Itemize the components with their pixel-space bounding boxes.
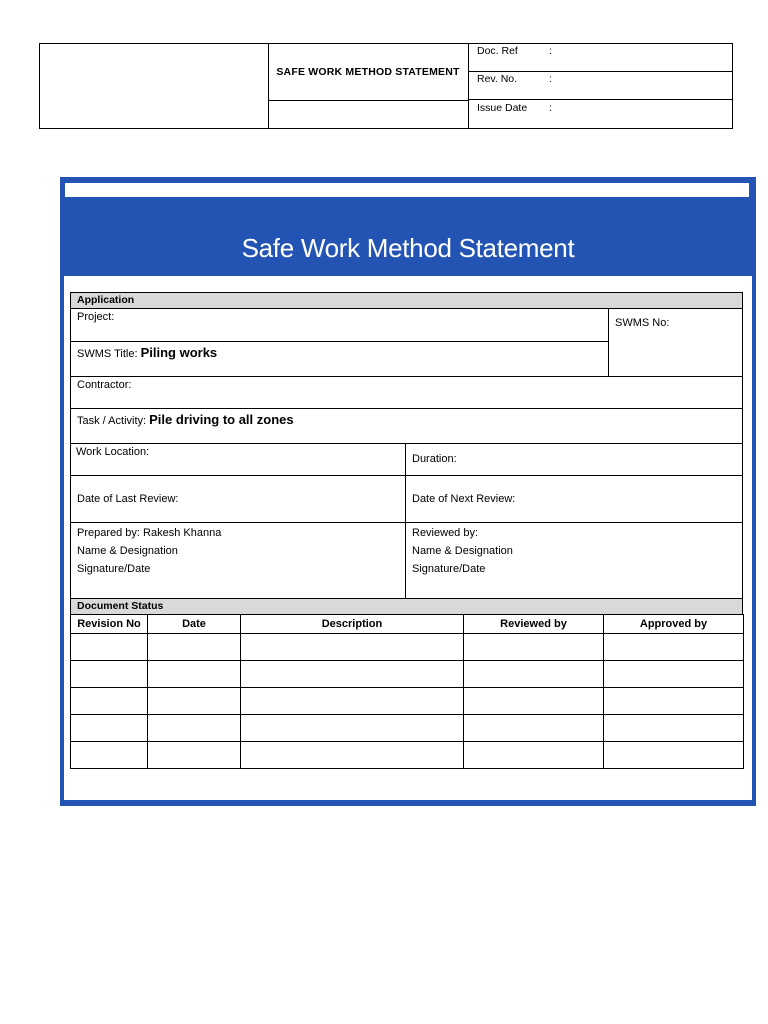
table-cell	[241, 661, 464, 688]
table-cell	[148, 715, 241, 742]
rev-no-row	[469, 72, 733, 100]
col-description: Description	[241, 615, 464, 634]
rule	[608, 308, 609, 377]
table-cell	[71, 661, 148, 688]
reviewed-name-designation: Name & Designation	[412, 545, 513, 557]
col-date: Date	[148, 615, 241, 634]
table-cell	[71, 715, 148, 742]
table-cell	[604, 634, 744, 661]
header-title-cell	[268, 44, 469, 128]
project-label: Project:	[77, 311, 115, 323]
issue-date-colon: :	[549, 102, 552, 114]
table-row	[71, 742, 744, 769]
table-cell	[464, 715, 604, 742]
table-row	[71, 634, 744, 661]
table-row	[71, 661, 744, 688]
swms-title-label: SWMS Title: Piling works	[77, 345, 218, 360]
prepared-signature-date: Signature/Date	[77, 563, 151, 575]
header-meta	[469, 44, 733, 128]
form-title: Safe Work Method Statement	[241, 233, 575, 263]
reviewed-signature-date: Signature/Date	[412, 563, 486, 575]
last-review-label: Date of Last Review:	[77, 493, 179, 505]
table-cell	[604, 661, 744, 688]
table-cell	[604, 688, 744, 715]
rev-no-label: Rev. No.	[477, 73, 518, 85]
table-header-row	[71, 615, 744, 634]
table-cell	[241, 742, 464, 769]
contractor-label: Contractor:	[77, 379, 132, 391]
table-cell	[71, 742, 148, 769]
form-body	[64, 276, 752, 800]
table-cell	[148, 634, 241, 661]
top-stripe	[65, 183, 749, 197]
table-cell	[241, 634, 464, 661]
rule	[70, 376, 743, 377]
prepared-name-designation: Name & Designation	[77, 545, 178, 557]
table-cell	[464, 634, 604, 661]
duration-label: Duration:	[412, 453, 457, 465]
issue-date-row	[469, 100, 733, 128]
document-status-table	[70, 614, 744, 769]
task-label: Task / Activity: Pile driving to all zones	[77, 412, 294, 427]
task-value: Pile driving to all zones	[149, 412, 294, 427]
table-cell	[464, 688, 604, 715]
table-cell	[148, 661, 241, 688]
rule	[70, 408, 743, 409]
col-reviewed-by: Reviewed by	[464, 615, 604, 634]
table-cell	[71, 634, 148, 661]
rule	[405, 443, 406, 599]
doc-ref-row	[469, 44, 733, 72]
rule	[70, 443, 743, 444]
doc-ref-colon: :	[549, 45, 552, 57]
table-cell	[148, 688, 241, 715]
rule	[70, 341, 608, 342]
table-cell	[71, 688, 148, 715]
application-heading: Application	[70, 292, 743, 309]
table-cell	[148, 742, 241, 769]
table-row	[71, 688, 744, 715]
table-cell	[604, 715, 744, 742]
swms-no-label: SWMS No:	[615, 317, 670, 329]
table-cell	[241, 688, 464, 715]
issue-date-label: Issue Date	[477, 102, 528, 114]
next-review-label: Date of Next Review:	[412, 493, 516, 505]
doc-ref-label: Doc. Ref	[477, 45, 518, 57]
rule	[70, 522, 743, 523]
swms-title-value: Piling works	[140, 345, 218, 360]
document-header	[39, 43, 733, 129]
reviewed-by: Reviewed by:	[412, 527, 479, 539]
table-cell	[241, 715, 464, 742]
table-cell	[464, 742, 604, 769]
document-status-heading: Document Status	[70, 598, 743, 615]
col-revision-no: Revision No	[71, 615, 148, 634]
col-approved-by: Approved by	[604, 615, 744, 634]
work-location-label: Work Location:	[76, 446, 150, 458]
table-cell	[604, 742, 744, 769]
table-cell	[464, 661, 604, 688]
table-row	[71, 715, 744, 742]
rule	[70, 475, 743, 476]
prepared-by: Prepared by: Rakesh Khanna	[77, 527, 222, 539]
logo-cell	[40, 44, 269, 128]
swms-form-frame	[60, 177, 756, 806]
header-title: SAFE WORK METHOD STATEMENT	[268, 44, 468, 101]
rev-no-colon: :	[549, 73, 552, 85]
